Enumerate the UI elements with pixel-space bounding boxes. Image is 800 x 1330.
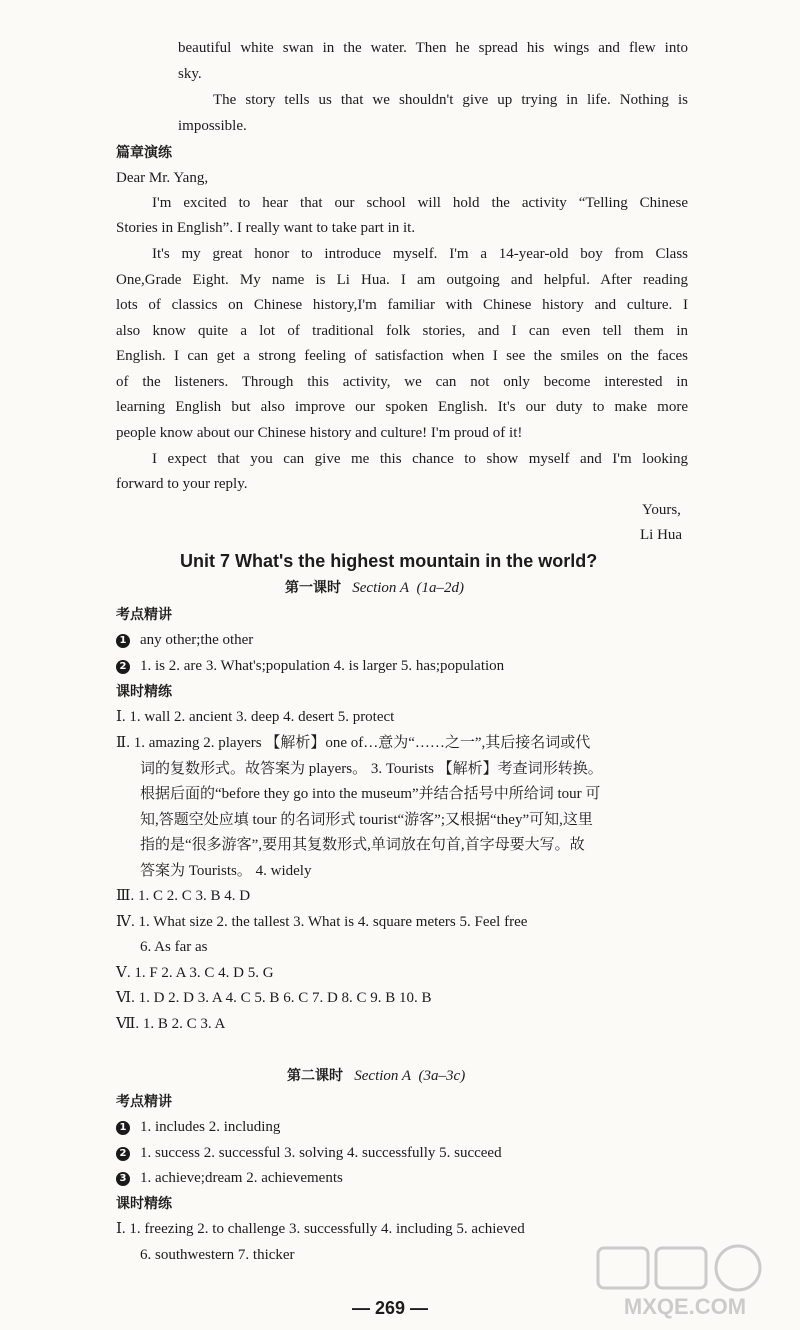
lesson-section: Section A xyxy=(352,580,410,596)
story-line-2: sky. xyxy=(178,66,202,82)
letter-line: Stories in English”. I really want to take part in it. xyxy=(116,220,416,236)
answer-line: 根据后面的“before they go into the museum”并结合括号中所给词 tour 可 xyxy=(140,786,601,802)
letter-line: I expect that you can give me this chance to show myself and I'm looking xyxy=(152,451,688,467)
answer-line: Ⅶ. 1. B 2. C 3. A xyxy=(116,1016,226,1032)
answer-line: 词的复数形式。故答案为 players。 3. Tourists 【解析】考查词形转换。 xyxy=(140,761,603,777)
number-badge: 2 xyxy=(116,660,130,674)
story-line-4: impossible. xyxy=(178,118,247,134)
watermark-logo xyxy=(590,1242,780,1322)
kaodian-item xyxy=(116,1168,343,1188)
answer-line: Ⅴ. 1. F 2. A 3. C 4. D 5. G xyxy=(116,965,274,981)
answer-line: 指的是“很多游客”,要用其复数形式,单词放在句首,首字母要大写。故 xyxy=(140,837,585,853)
story-line-1: beautiful white swan in the water. Then he spread his wings and flew into xyxy=(178,40,688,56)
story-line-3: The story tells us that we shouldn't give up trying in life. Nothing is xyxy=(213,92,688,108)
lesson-section: Section A xyxy=(354,1068,412,1084)
keshi-heading: 课时精练 xyxy=(116,684,172,700)
lesson-2-title xyxy=(287,1066,465,1086)
lesson-title: 第二课时 xyxy=(287,1068,343,1084)
page-number: — 269 — xyxy=(352,1298,429,1318)
letter-closing: Yours, xyxy=(642,502,681,518)
lesson-range: (3a–3c) xyxy=(418,1068,466,1084)
kaodian-text: any other;the other xyxy=(140,632,254,648)
kaodian-text: 1. achieve;dream 2. achievements xyxy=(140,1170,343,1186)
keshi-heading: 课时精练 xyxy=(116,1196,172,1212)
answer-line: Ⅵ. 1. D 2. D 3. A 4. C 5. B 6. C 7. D 8. C 9. B 10. B xyxy=(116,990,432,1006)
svg-text:MXQE.COM: MXQE.COM xyxy=(623,1294,747,1319)
letter-salutation: Dear Mr. Yang, xyxy=(116,170,209,186)
answer-line: Ⅳ. 1. What size 2. the tallest 3. What is 4. square meters 5. Feel free xyxy=(116,914,528,930)
answer-line: Ⅲ. 1. C 2. C 3. B 4. D xyxy=(116,888,251,904)
answer-line: 知,答题空处应填 tour 的名词形式 tourist“游客”;又根据“they”可知,这里 xyxy=(140,812,593,828)
letter-line: One,Grade Eight. My name is Li Hua. I am outgoing and helpful. After reading xyxy=(116,272,688,288)
letter-line: learning English but also improve our spoken English. It's our duty to make more xyxy=(116,399,688,415)
number-badge: 3 xyxy=(116,1172,130,1186)
kaodian-item xyxy=(116,656,504,676)
answer-line: Ⅰ. 1. wall 2. ancient 3. deep 4. desert 5. protect xyxy=(116,709,395,725)
kaodian-text: 1. includes 2. including xyxy=(140,1119,281,1135)
kaodian-item xyxy=(116,1117,280,1137)
letter-signature: Li Hua xyxy=(640,527,683,543)
kaodian-heading: 考点精讲 xyxy=(116,607,172,623)
letter-line: forward to your reply. xyxy=(116,476,248,492)
kaodian-item xyxy=(116,630,253,650)
number-badge: 1 xyxy=(116,634,130,648)
letter-line: people know about our Chinese history and culture! I'm proud of it! xyxy=(116,425,523,441)
kaodian-heading: 考点精讲 xyxy=(116,1094,172,1110)
kaodian-text: 1. success 2. successful 3. solving 4. successfully 5. succeed xyxy=(140,1145,502,1161)
letter-line: of the listeners. Through this activity, we can not only become interested in xyxy=(116,374,688,390)
letter-line: It's my great honor to introduce myself. I'm a 14-year-old boy from Class xyxy=(152,246,688,262)
number-badge: 2 xyxy=(116,1147,130,1161)
answer-line: 6. As far as xyxy=(140,939,208,955)
letter-line: English. I can get a strong feeling of satisfaction when I see the smiles on the faces xyxy=(116,348,688,364)
unit-title: Unit 7 What's the highest mountain in the world? xyxy=(180,551,598,571)
kaodian-item xyxy=(116,1143,502,1163)
letter-line: lots of classics on Chinese history,I'm familiar with Chinese history and culture. I xyxy=(116,297,688,313)
letter-line: I'm excited to hear that our school will hold the activity “Telling Chinese xyxy=(152,195,688,211)
answer-line: Ⅱ. 1. amazing 2. players 【解析】one of…意为“……之一”,其后接名词或代 xyxy=(116,735,591,751)
letter-line: also know quite a lot of traditional folk stories, and I can even tell them in xyxy=(116,323,688,339)
kaodian-text: 1. is 2. are 3. What's;population 4. is larger 5. has;population xyxy=(140,658,505,674)
number-badge: 1 xyxy=(116,1121,130,1135)
answer-line: 6. southwestern 7. thicker xyxy=(140,1247,295,1263)
chapter-heading: 篇章演练 xyxy=(116,145,172,161)
answer-line: 答案为 Tourists。 4. widely xyxy=(140,863,312,879)
lesson-range: (1a–2d) xyxy=(416,580,465,596)
lesson-title: 第一课时 xyxy=(285,580,341,596)
lesson-1-title xyxy=(285,578,464,598)
answer-line: Ⅰ. 1. freezing 2. to challenge 3. successfully 4. including 5. achieved xyxy=(116,1221,525,1237)
